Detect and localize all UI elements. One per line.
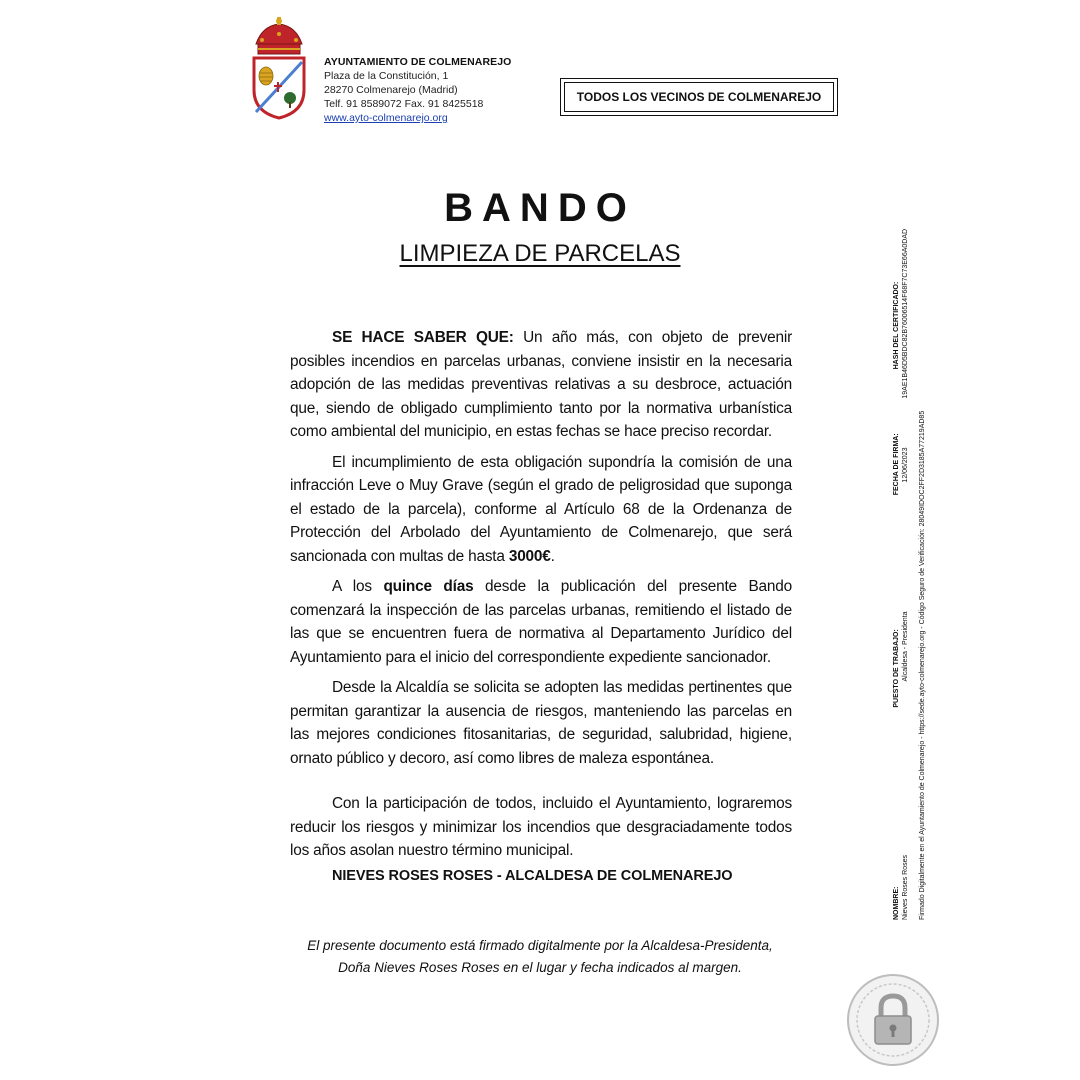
sig-col-3 (919, 300, 931, 920)
sig-col-2 (902, 228, 914, 920)
organization-name: AYUNTAMIENTO DE COLMENAREJO (324, 56, 512, 68)
subtitle-text: LIMPIEZA DE PARCELAS (399, 240, 681, 267)
paragraph-4-text: Desde la Alcaldía se solicita se adopten las medidas pertinentes que permitan garantizar la ausencia de riesgos, manteniendo las parcelas en las mejores condiciones fitosanitarias, de seguridad, salubridad, higiene, ornato público y decoro, así como libres de maleza espontánea. (290, 679, 792, 767)
document-body (290, 326, 792, 870)
paragraph-3 (290, 575, 792, 669)
paragraph-3-text: desde la publicación del presente Bando comenzará la inspección de las parcelas urbanas, remitiendo el listado de las que se encuentren fuera de normativa al Departamento Jurídico del Ayuntamiento para el inicio del correspondiente expediente sancionador. (290, 578, 792, 666)
organization-postal: 28270 Colmenarejo (Madrid) (324, 84, 458, 96)
recipient-label: TODOS LOS VECINOS DE COLMENAREJO (564, 82, 834, 112)
sig-name-label: NOMBRE: (893, 886, 900, 920)
document-subtitle (0, 240, 1080, 268)
document-title: BANDO (444, 186, 636, 230)
sig-post-label: PUESTO DE TRABAJO: (893, 629, 900, 708)
signature-metadata-block (893, 228, 943, 920)
organization-website-link[interactable]: www.ayto-colmenarejo.org (324, 112, 448, 124)
paragraph-3-start: A los (332, 578, 384, 595)
paragraph-1-lead: SE HACE SABER QUE: (332, 329, 514, 346)
organization-phone: Telf. 91 8589072 Fax. 91 8425518 (324, 98, 484, 110)
note-line-1: El presente documento está firmado digitalmente por la Alcaldesa-Presidenta, (307, 938, 773, 953)
municipal-crest-logo (250, 16, 308, 120)
paragraph-2-end: . (550, 547, 555, 565)
organization-info (324, 55, 511, 125)
sig-date-value: 12/06/2023 (902, 447, 909, 483)
paragraph-5 (290, 792, 792, 863)
digital-signature-note (270, 935, 810, 979)
signer-line: NIEVES ROSES ROSES - ALCALDESA DE COLMENAREJO (332, 868, 733, 884)
sig-hash-label: HASH DEL CERTIFICADO: (893, 281, 900, 370)
paragraph-5-text: Con la participación de todos, incluido el Ayuntamiento, lograremos reducir los riesgos y minimizar los incendios que desgraciadamente todos los años asolan nuestro término municipal. (290, 795, 792, 859)
sig-name-value: Nieves Roses Roses (902, 855, 909, 920)
sig-date-label: FECHA DE FIRMA: (893, 433, 900, 496)
note-line-2: Doña Nieves Roses Roses en el lugar y fecha indicados al margen. (338, 960, 742, 975)
paragraph-2-text: El incumplimiento de esta obligación supondría la comisión de una infracción Leve o Muy Grave (según el grado de peligrosidad que suponga el estado de la parcela), conforme al Artículo 68 de la Ordenanza de Protección del Arbolado del Ayuntamiento de Colmenarejo, que será sancionada con multas de hasta (290, 453, 792, 565)
sig-post-value: Alcaldesa - Presidenta (902, 611, 909, 682)
paragraph-1-text: Un año más, con objeto de prevenir posibles incendios en parcelas urbanas, conviene insistir en la necesaria adopción de las medidas preventivas relativas a su desbroce, actuación que, siendo de obligado cumplimiento tanto por la normativa urbanística como ambiental del municipio, en estas fechas se hace preciso recordar. (290, 329, 792, 440)
paragraph-1 (290, 326, 792, 444)
organization-address: Plaza de la Constitución, 1 (324, 70, 449, 82)
sig-hash-value: 19AE1B46D5BDC82B76006514F68F7C73E66A0DAD (902, 228, 909, 399)
sig-footer-line: Firmado Digitalmente en el Ayuntamiento de Colmenarejo - https://sede.ayto-colmenarejo.org - Código Seguro de Verificación: 28049IDOC2FF2D3185A77219AD85 (919, 410, 926, 920)
electronic-seal-lock-icon (845, 972, 941, 1068)
recipient-box (560, 78, 838, 116)
paragraph-2-amount: 3000€ (508, 547, 551, 565)
paragraph-2 (290, 451, 792, 569)
paragraph-3-bold: quince días (383, 578, 474, 595)
paragraph-4 (290, 676, 792, 770)
